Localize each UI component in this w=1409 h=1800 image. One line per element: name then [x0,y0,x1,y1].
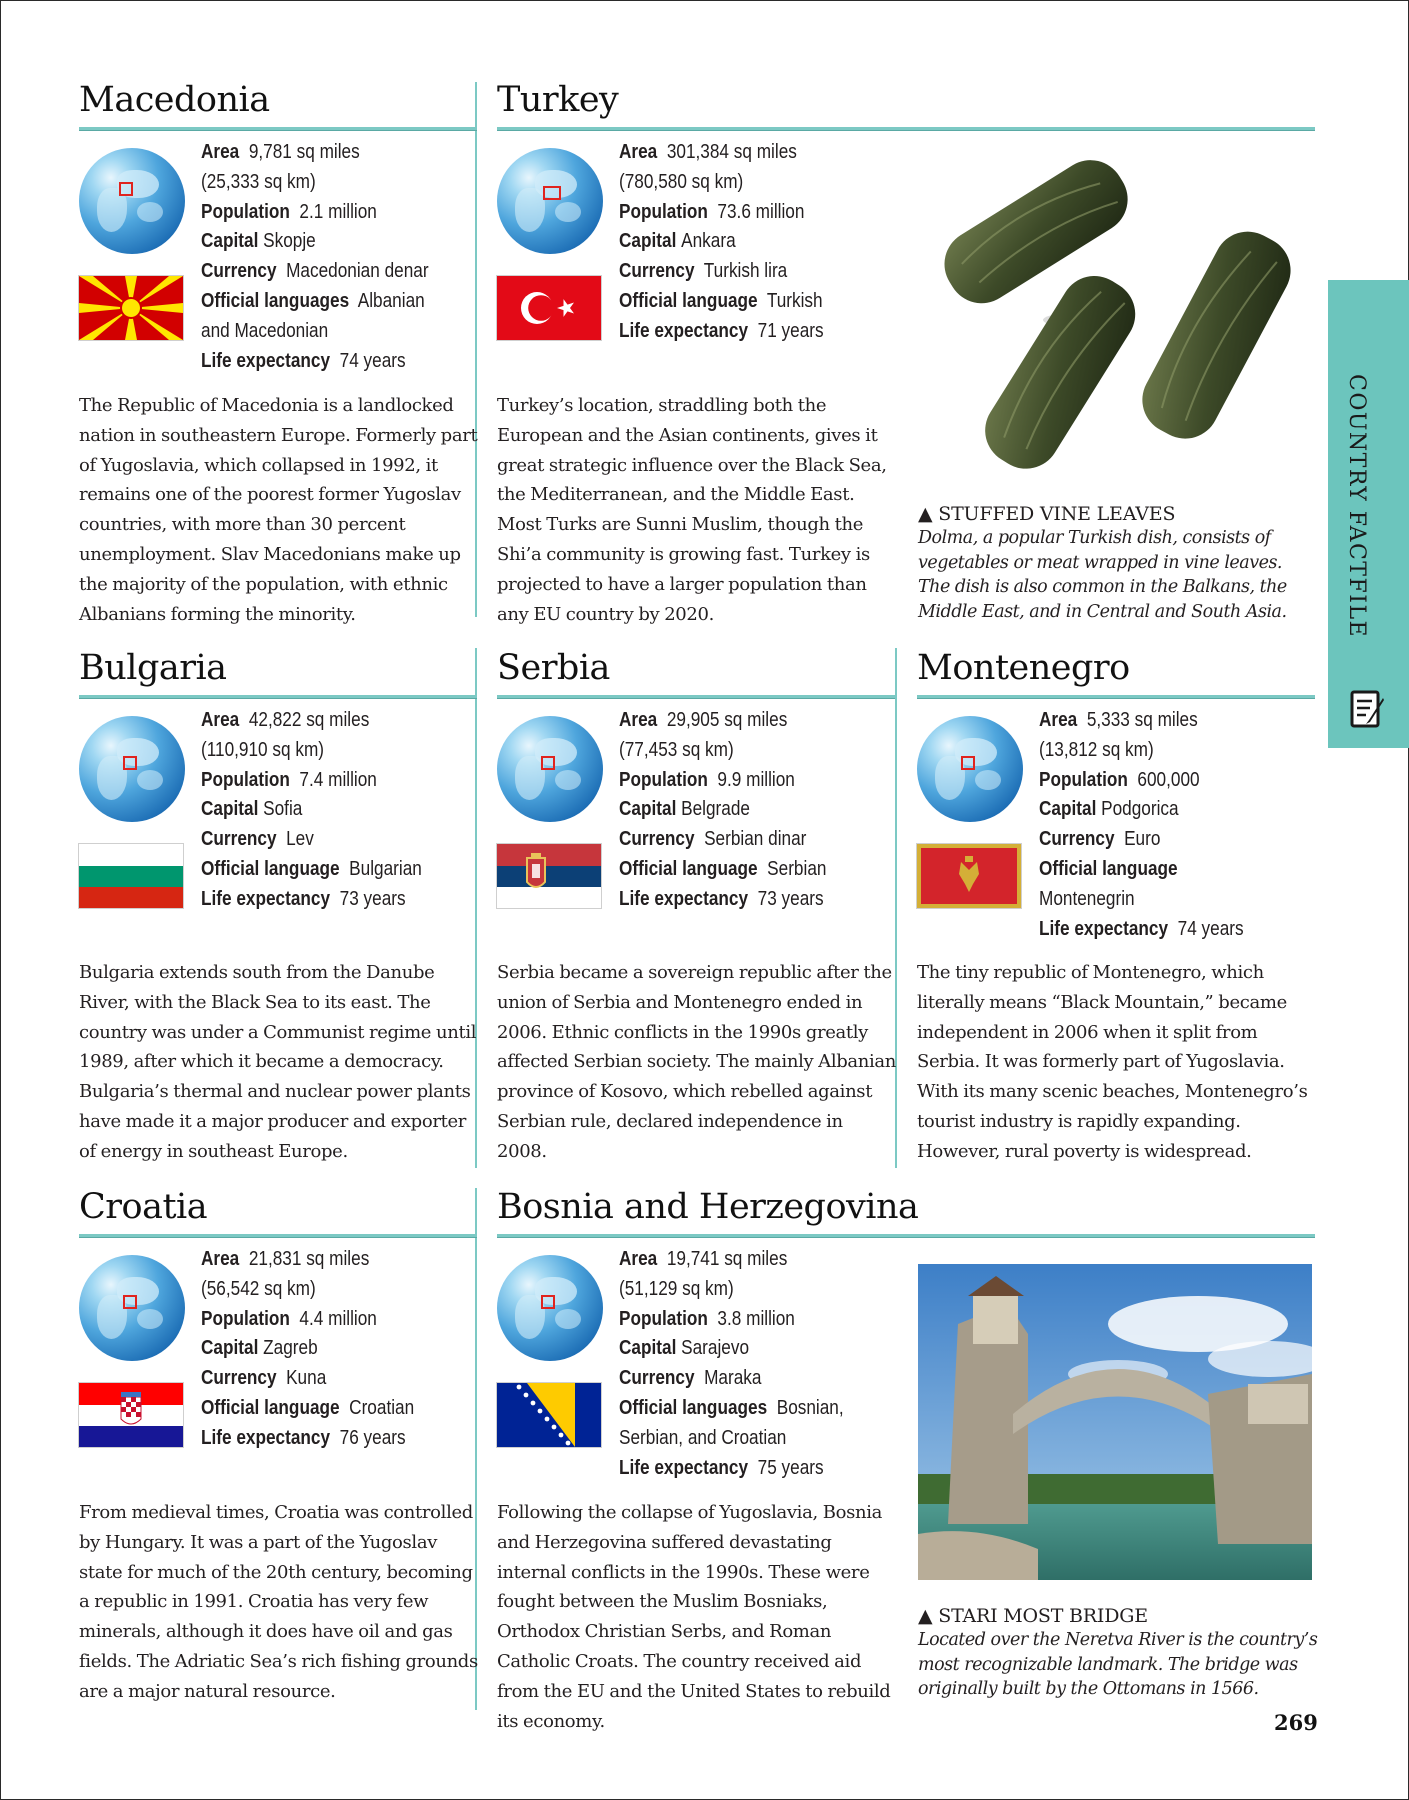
fact-list [619,1245,903,1483]
fact-label: Capital [619,1337,677,1360]
fact-label: Life expectancy [201,349,331,372]
fact-label: Capital [619,230,677,253]
fact-value: Bosnian, [776,1396,844,1419]
flag-bosnia [497,1383,601,1447]
caption-stari-most [918,1604,1318,1702]
heading-rule [497,127,1315,130]
fact-value: Maraka [704,1367,762,1390]
fact-label: Population [619,200,708,223]
fact-value: 73 years [757,887,824,910]
stuffed-vine-leaves-photo [915,160,1311,490]
country-title: Bosnia and Herzegovina [497,1187,919,1227]
fact-value: Serbian [767,857,827,880]
country-description: Turkey’s location, straddling both the European and the Asian continents, gives it great strategic influence over the Black Sea, the Mediterranean, and the Middle East. Most Turks are Sunni Muslim, though the Shi’a community is growing fast. Turkey is projected to have a larger population than any EU country by 2020. [497,395,887,625]
flag-bulgaria [79,844,183,908]
fact-value: 42,822 sq miles [248,709,370,731]
flag-turkey [497,276,601,340]
heading-rule [79,695,477,698]
fact-value: Bulgarian [349,857,422,880]
country-description: The Republic of Macedonia is a landlocked nation in southeastern Europe. Formerly part of Yugoslavia, which collapsed in 1992, it remains one of the poorest former Yugoslav countries, with more than 30 percent unemployment. Slav Macedonians make up the majority of the population, with ethnic Albanians forming the minority. [79,395,478,625]
fact-value: 7.4 million [299,768,377,791]
flag-montenegro [917,844,1021,908]
fact-list [619,706,903,915]
fact-value: 73 years [339,887,406,910]
fact-label: Area [201,709,240,731]
fact-label: Population [1039,768,1128,791]
fact-label: Capital [201,798,259,821]
country-description: Bulgaria extends south from the Danube River, with the Black Sea to its east. The country was under a Communist regime until 1989, after which it became a democracy. Bulgaria’s thermal and nuclear power plants have made it a major producer and exporter of energy in southeast Europe. [79,962,477,1162]
fact-value: 4.4 million [299,1307,377,1330]
caption-vine-leaves [918,502,1318,624]
flag-croatia [79,1383,183,1447]
fact-value: (77,453 sq km) [619,738,734,761]
page-number: 269 [1274,1710,1318,1735]
fact-value: Kuna [286,1367,327,1390]
fact-label: Currency [619,260,695,283]
fact-value: 74 years [339,349,406,372]
country-description: From medieval times, Croatia was controlled by Hungary. It was a part of the Yugoslav state for much of the 20th century, becoming a republic in 1991. Croatia has very few minerals, although it does have oil and gas fields. The Adriatic Sea’s rich fishing grounds are a major natural resource. [79,1502,478,1702]
fact-value: 9.9 million [717,768,795,791]
fact-label: Capital [201,230,259,253]
globe-locator-icon [497,148,603,254]
globe-locator-icon [79,1255,185,1361]
fact-label: Life expectancy [619,319,749,342]
country-title: Turkey [497,80,619,120]
fact-label: Official language [1039,857,1178,880]
fact-value: Albanian [357,289,425,312]
fact-label: Official language [619,289,758,312]
fact-label: Area [619,141,658,163]
fact-value: Sofia [263,798,303,821]
fact-value: 73.6 million [717,200,805,223]
fact-label: Population [201,1307,290,1330]
stari-most-bridge-photo [918,1264,1312,1580]
fact-label: Population [201,768,290,791]
fact-label: Life expectancy [1039,917,1169,940]
country-macedonia [79,80,478,625]
globe-locator-icon [79,716,185,822]
flag-macedonia [79,276,183,340]
fact-label: Population [619,1307,708,1330]
fact-label: Capital [619,798,677,821]
country-title: Serbia [497,648,610,688]
country-bulgaria [79,648,477,1162]
caption-text: Dolma, a popular Turkish dish, consists of vegetables or meat wrapped in vine leaves. The dish is also common in the Balkans, the Middle East, and in Central and South Asia. [918,528,1287,622]
fact-list [1039,706,1323,944]
fact-label: Currency [201,828,277,851]
fact-value: Turkish lira [703,260,788,283]
fact-value: Euro [1124,828,1161,851]
fact-value: Ankara [681,230,736,253]
fact-value: (780,580 sq km) [619,170,744,193]
country-croatia [79,1187,478,1702]
fact-label: Area [201,1248,240,1270]
country-title: Bulgaria [79,648,227,688]
fact-label: Official language [201,857,340,880]
fact-label: Currency [201,260,277,283]
country-title: Macedonia [79,80,270,120]
fact-value: 3.8 million [717,1307,795,1330]
heading-rule [79,1234,477,1237]
fact-label: Life expectancy [201,887,331,910]
fact-value: 19,741 sq miles [666,1248,788,1270]
fact-value: 5,333 sq miles [1086,709,1198,731]
fact-label: Official languages [619,1396,768,1419]
fact-list [201,138,485,376]
fact-value: Podgorica [1101,798,1179,821]
fact-value: Montenegrin [1039,887,1135,910]
globe-locator-icon [917,716,1023,822]
country-description: Serbia became a sovereign republic after the union of Serbia and Montenegro ended in 2006. Ethnic conflicts in the 1990s greatly affected Serbian society. The mainly Albanian province of Kosovo, which rebelled against Serbian rule, declared independence in 2008. [497,962,897,1162]
fact-label: Area [1039,709,1078,731]
tab-label: COUNTRY FACTFILE [1344,374,1369,639]
fact-value: 71 years [757,319,824,342]
fact-value: 21,831 sq miles [248,1248,370,1270]
fact-list [201,1245,485,1454]
country-title: Montenegro [917,648,1130,688]
fact-value: 2.1 million [299,200,377,223]
country-serbia [497,648,897,1162]
caption-text: Located over the Neretva River is the country’s most recognizable landmark. The bridge was originally built by the Ottomans in 1566. [918,1630,1318,1699]
globe-locator-icon [497,1255,603,1361]
fact-list [619,138,903,347]
fact-label: Capital [1039,798,1097,821]
heading-rule [79,127,477,130]
fact-value: 600,000 [1137,768,1200,791]
fact-value: Croatian [349,1396,415,1419]
fact-value: Turkish [766,289,823,312]
country-description: The tiny republic of Montenegro, which literally means “Black Mountain,” became independent in 2006 when it split from Serbia. It was formerly part of Yugoslavia. With its many scenic beaches, Montenegro’s tourist industry is rapidly expanding. However, rural poverty is widespread. [917,962,1308,1162]
fact-label: Official language [201,1396,340,1419]
country-montenegro [917,648,1315,1162]
fact-label: Capital [201,1337,259,1360]
flag-serbia [497,844,601,908]
fact-value: and Macedonian [201,319,329,342]
fact-label: Life expectancy [619,1456,749,1479]
fact-value: (13,812 sq km) [1039,738,1154,761]
fact-value: (56,542 sq km) [201,1277,316,1300]
fact-value: Lev [286,828,314,851]
fact-label: Currency [619,1367,695,1390]
fact-label: Area [201,141,240,163]
fact-value: Serbian dinar [704,828,807,851]
fact-value: Serbian, and Croatian [619,1426,787,1449]
country-description: Following the collapse of Yugoslavia, Bosnia and Herzegovina suffered devastating internal conflicts in the 1990s. These were fought between the Muslim Bosniaks, Orthodox Christian Serbs, and Roman Catholic Croats. The country received aid from the EU and the United States to rebuild its economy. [497,1502,891,1732]
fact-label: Life expectancy [201,1426,331,1449]
heading-rule [497,695,895,698]
country-factfile-tab [1328,280,1409,748]
fact-value: Belgrade [681,798,750,821]
fact-label: Population [619,768,708,791]
globe-locator-icon [497,716,603,822]
fact-value: 74 years [1177,917,1244,940]
caption-title: ▲ STUFFED VINE LEAVES [918,503,1176,525]
globe-locator-icon [79,148,185,254]
fact-label: Currency [619,828,695,851]
fact-label: Area [619,709,658,731]
fact-value: Zagreb [263,1337,318,1360]
notepad-icon [1350,688,1386,734]
fact-value: 76 years [339,1426,406,1449]
fact-label: Currency [1039,828,1115,851]
fact-value: (110,910 sq km) [201,738,325,761]
fact-value: Macedonian denar [286,260,429,283]
fact-value: 75 years [757,1456,824,1479]
fact-value: (51,129 sq km) [619,1277,734,1300]
fact-value: (25,333 sq km) [201,170,316,193]
country-title: Croatia [79,1187,208,1227]
fact-value: Skopje [263,230,316,253]
fact-value: 9,781 sq miles [248,141,360,163]
fact-value: 29,905 sq miles [666,709,788,731]
fact-value: 301,384 sq miles [666,141,797,163]
fact-label: Population [201,200,290,223]
fact-label: Area [619,1248,658,1270]
heading-rule [917,695,1315,698]
caption-title: ▲ STARI MOST BRIDGE [918,1605,1148,1627]
fact-value: Sarajevo [681,1337,750,1360]
heading-rule [497,1234,1315,1237]
fact-label: Currency [201,1367,277,1390]
fact-label: Official language [619,857,758,880]
fact-label: Life expectancy [619,887,749,910]
fact-list [201,706,485,915]
fact-label: Official languages [201,289,350,312]
